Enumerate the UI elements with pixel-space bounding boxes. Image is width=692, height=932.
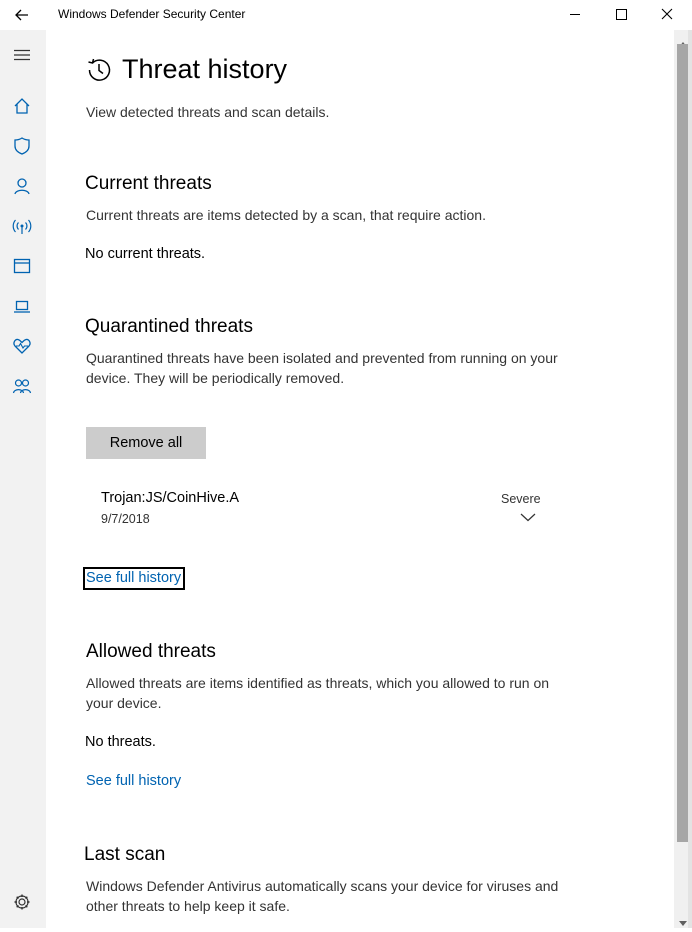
device-icon[interactable] — [11, 295, 33, 317]
minimize-button[interactable] — [552, 0, 598, 30]
allowed-threats-status: No threats. — [85, 734, 156, 750]
family-icon[interactable] — [11, 375, 33, 397]
scroll-up-icon[interactable] — [679, 34, 687, 40]
current-threats-status: No current threats. — [85, 246, 206, 262]
chevron-down-icon[interactable] — [519, 510, 537, 522]
allowed-threats-description: Allowed threats are items identified as threats, which you allowed to run on your device. — [86, 675, 550, 711]
page-title: Threat history — [122, 54, 288, 84]
threat-name: Trojan:JS/CoinHive.A — [101, 490, 240, 506]
menu-icon[interactable] — [11, 44, 33, 66]
last-scan-heading: Last scan — [84, 844, 166, 865]
back-arrow-icon[interactable] — [10, 5, 34, 25]
home-icon[interactable] — [11, 95, 33, 117]
threat-severity: Severe — [501, 492, 541, 506]
page-subtitle: View detected threats and scan details. — [86, 104, 330, 120]
current-threats-description: Current threats are items detected by a scan, that require action. — [86, 207, 486, 223]
window-edge — [688, 30, 692, 928]
threat-date: 9/7/2018 — [101, 512, 150, 526]
quarantined-threats-description: Quarantined threats have been isolated and prevented from running on your device. They will be periodically removed. — [86, 350, 558, 386]
health-icon[interactable] — [11, 335, 33, 357]
current-threats-heading: Current threats — [85, 173, 212, 194]
gear-icon[interactable] — [11, 891, 33, 913]
allowed-full-history-link[interactable]: See full history — [86, 773, 182, 789]
scroll-down-icon[interactable] — [679, 914, 687, 920]
remove-all-button[interactable]: Remove all — [86, 427, 206, 459]
quarantined-threats-heading: Quarantined threats — [85, 316, 253, 337]
sidebar — [0, 30, 46, 928]
close-button[interactable] — [644, 0, 690, 30]
network-icon[interactable] — [11, 215, 33, 237]
app-browser-icon[interactable] — [11, 255, 33, 277]
allowed-threats-heading: Allowed threats — [86, 641, 216, 662]
window-title: Windows Defender Security Center — [58, 7, 246, 21]
shield-icon[interactable] — [11, 135, 33, 157]
title-bar — [0, 0, 692, 30]
quarantined-full-history-link[interactable]: See full history — [86, 570, 182, 586]
history-icon — [84, 55, 114, 85]
main-content — [46, 30, 674, 928]
last-scan-description: Windows Defender Antivirus automatically scans your device for viruses and other threats to help keep it safe. — [86, 878, 559, 914]
maximize-button[interactable] — [598, 0, 644, 30]
account-icon[interactable] — [11, 175, 33, 197]
